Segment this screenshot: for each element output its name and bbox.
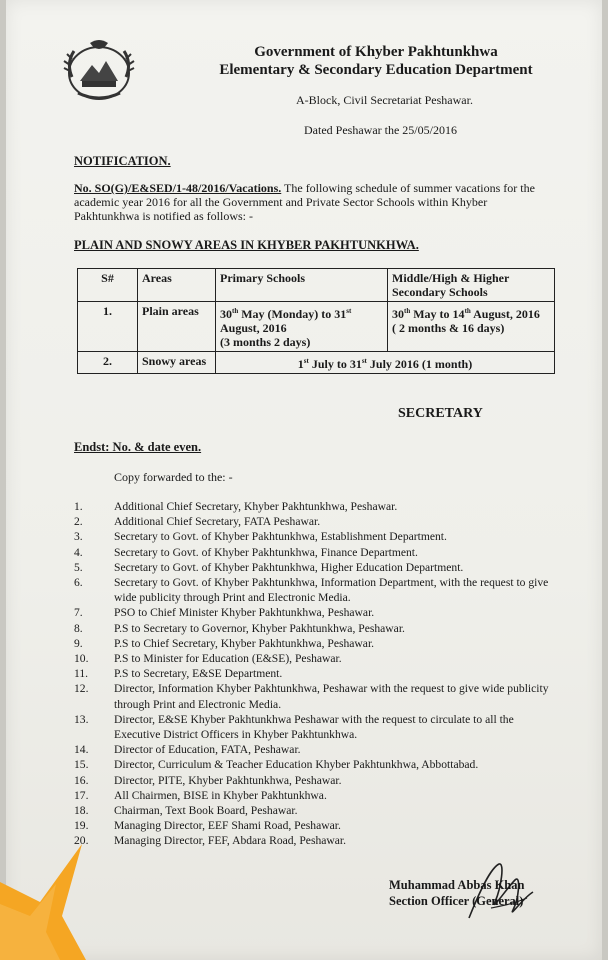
list-item-number: 12. (74, 682, 89, 696)
notification-body: The following schedule of summer vacations for the academic year 2016 for all the Government and Private Sector Schools within Khyber Pakhtunkhwa is notified as follows: - (74, 181, 535, 223)
copy-forwarded-line: Copy forwarded to the: - (114, 470, 233, 484)
list-item-number: 8. (74, 621, 83, 635)
column-header: S# (78, 269, 138, 302)
list-item-text: Additional Chief Secretary, Khyber Pakhtunkhwa, Peshawar. (114, 500, 398, 513)
column-header: Primary Schools (216, 269, 388, 302)
recipient-list (74, 499, 549, 849)
list-item (74, 621, 549, 636)
list-item-text: P.S to Secretary to Governor, Khyber Pakhtunkhwa, Peshawar. (114, 621, 405, 635)
list-item-number: 7. (74, 606, 83, 620)
list-item-text: Additional Chief Secretary, FATA Peshawar. (114, 515, 321, 529)
list-item (74, 712, 549, 742)
list-item-text: P.S to Minister for Education (E&SE), Peshawar. (114, 652, 342, 666)
notification-reference: No. SO(G)/E&SED/1-48/2016/Vacations. (74, 181, 282, 195)
list-item-text: Director, E&SE Khyber Pakhtunkhwa Peshawar with the request to circulate to all the Executive District Officers in Khyber Pakhtunkhwa. (114, 712, 514, 742)
list-item-number: 18. (74, 804, 89, 818)
list-item-number: 15. (74, 758, 89, 772)
list-item-text: PSO to Chief Minister Khyber Pakhtunkhwa, Peshawar. (114, 606, 375, 620)
list-item-number: 6. (74, 576, 83, 590)
list-item-text: Secretary to Govt. of Khyber Pakhtunkhwa, Information Department, with the request to give wide publicity through Print and Electronic Media. (114, 576, 549, 605)
list-item-number: 5. (74, 560, 83, 574)
list-item-number: 13. (74, 712, 89, 726)
list-item (74, 545, 549, 560)
list-item-number: 19. (74, 819, 89, 833)
list-item-text: Managing Director, EEF Shami Road, Peshawar. (114, 819, 341, 833)
list-item-text: P.S to Secretary, E&SE Department. (114, 667, 283, 681)
list-item-number: 4. (74, 545, 83, 559)
list-item (74, 773, 549, 788)
column-header: Middle/High & Higher Secondary Schools (388, 269, 555, 302)
duration-note: ( 2 months & 16 days) (392, 321, 505, 335)
list-item-number: 20. (74, 834, 89, 848)
snowy-schedule-cell: 1st July to 31st July 2016 (1 month) (216, 352, 555, 374)
list-item (74, 575, 549, 605)
notification-intro (74, 181, 544, 223)
header-dated: Dated Peshawar the 25/05/2016 (304, 123, 457, 137)
list-item-text: Managing Director, FEF, Abdara Road, Peshawar. (114, 834, 347, 848)
list-item-text: Director of Education, FATA, Peshawar. (114, 743, 301, 757)
list-item-number: 10. (74, 652, 89, 666)
row-area: Plain areas (138, 302, 216, 352)
higher-schedule-cell: 30th May to 14th August, 2016 ( 2 months & 16 days) (388, 302, 555, 352)
list-item-number: 1. (74, 500, 83, 513)
endorsement-line: Endst: No. & date even. (74, 440, 202, 454)
list-item-number: 14. (74, 743, 89, 757)
list-item (74, 514, 549, 529)
list-item-text: P.S to Chief Secretary, Khyber Pakhtunkhwa, Peshawar. (114, 636, 375, 650)
column-header: Areas (138, 269, 216, 302)
header-address: A-Block, Civil Secretariat Peshawar. (296, 93, 473, 107)
list-item-text: Director, Information Khyber Pakhtunkhwa, Peshawar with the request to give wide publicity through Print and Electronic Media. (114, 682, 549, 711)
list-item (74, 788, 549, 803)
row-area: Snowy areas (138, 352, 216, 374)
orange-star-icon (0, 832, 86, 960)
list-item-text: All Chairmen, BISE in Khyber Pakhtunkhwa. (114, 788, 327, 802)
list-item (74, 560, 549, 575)
list-item (74, 803, 549, 818)
government-emblem-icon (60, 37, 138, 103)
list-item (74, 742, 549, 757)
list-item (74, 651, 549, 666)
signatory-title: Section Officer (General) (389, 894, 524, 908)
header-government: Government of Khyber Pakhtunkhwa (254, 44, 498, 60)
secretary-label: SECRETARY (398, 406, 483, 421)
list-item-number: 11. (74, 667, 89, 681)
signatory-name: Muhammad Abbas Khan (389, 878, 525, 892)
notification-title: NOTIFICATION. (74, 154, 171, 168)
duration-note: (3 months 2 days) (220, 335, 311, 349)
list-item (74, 605, 549, 620)
header-department: Elementary & Secondary Education Department (219, 62, 533, 78)
list-item-text: Director, PITE, Khyber Pakhtunkhwa, Peshawar. (114, 773, 342, 787)
table-row (78, 302, 555, 352)
list-item (74, 818, 549, 833)
list-item-text: Director, Curriculum & Teacher Education Khyber Pakhtunkhwa, Abbottabad. (114, 758, 479, 772)
list-item (74, 666, 549, 681)
areas-heading: PLAIN AND SNOWY AREAS IN KHYBER PAKHTUNKHWA. (74, 238, 419, 252)
row-serial: 2. (78, 352, 138, 374)
handwritten-signature (461, 858, 541, 928)
list-item (74, 757, 549, 772)
list-item-number: 16. (74, 773, 89, 787)
list-item (74, 636, 549, 651)
document-page (6, 0, 602, 960)
list-item-number: 9. (74, 636, 83, 650)
list-item (74, 681, 549, 711)
list-item (74, 529, 549, 544)
table-header-row (78, 269, 555, 302)
list-item-text: Secretary to Govt. of Khyber Pakhtunkhwa, Finance Department. (114, 545, 418, 559)
list-item (74, 833, 549, 848)
primary-schedule-cell: 30th May (Monday) to 31st August, 2016 (3 months 2 days) (216, 302, 388, 352)
list-item-text: Secretary to Govt. of Khyber Pakhtunkhwa, Establishment Department. (114, 530, 447, 544)
row-serial: 1. (78, 302, 138, 352)
list-item-text: Secretary to Govt. of Khyber Pakhtunkhwa, Higher Education Department. (114, 560, 464, 574)
vacation-schedule-table (77, 268, 555, 374)
list-item-number: 2. (74, 515, 83, 529)
list-item-number: 3. (74, 530, 83, 544)
list-item (74, 499, 549, 514)
table-row (78, 352, 555, 374)
list-item-text: Chairman, Text Book Board, Peshawar. (114, 804, 298, 818)
list-item-number: 17. (74, 788, 89, 802)
